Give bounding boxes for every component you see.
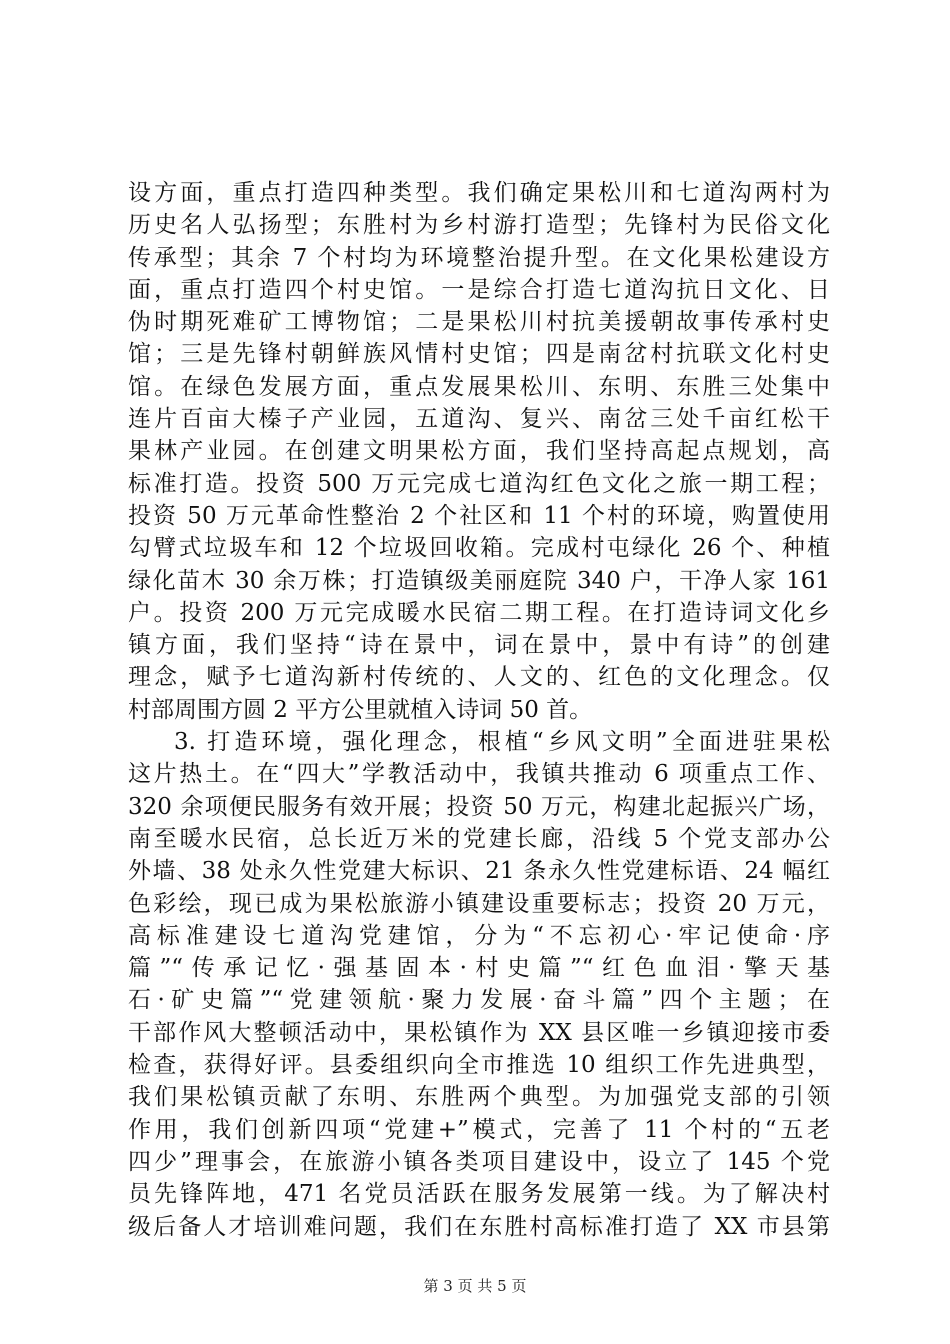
document-body [128,177,830,1243]
text-line: 投资 50 万元革命性整治 2 个社区和 11 个村的环境，购置使用 [128,502,830,529]
text-line: 设方面，重点打造四种类型。我们确定果松川和七道沟两村为 [128,180,830,206]
text-line: 高标准建设七道沟党建馆，分为“不忘初心·牢记使命·序 [128,922,830,949]
text-line: 传承型；其余 7 个村均为环境整治提升型。在文化果松建设方 [128,244,830,271]
text-line: 理念，赋予七道沟新村传统的、人文的、红色的文化理念。仅 [128,664,830,691]
text-line: 标准打造。投资 500 万元完成七道沟红色文化之旅一期工程； [128,470,830,497]
text-line: 伪时期死难矿工博物馆；二是果松川村抗美援朝故事传承村史 [128,309,830,336]
text-line: 面，重点打造四个村史馆。一是综合打造七道沟抗日文化、日 [128,276,830,303]
text-line: 户。投资 200 万元完成暖水民宿二期工程。在打造诗词文化乡 [128,599,830,626]
text-line: 绿化苗木 30 余万株；打造镇级美丽庭院 340 户，干净人家 161 [128,567,830,594]
text-line: 员先锋阵地，471 名党员活跃在服务发展第一线。为了解决村 [128,1181,830,1208]
text-line: 320 余项便民服务有效开展；投资 50 万元，构建北起振兴广场， [128,793,830,820]
text-line: 连片百亩大榛子产业园，五道沟、复兴、南岔三处千亩红松干 [128,406,830,433]
text-line: 作用，我们创新四项“党建+”模式，完善了 11 个村的“五老 [128,1116,830,1143]
text-line: 勾臂式垃圾车和 12 个垃圾回收箱。完成村屯绿化 26 个、种植 [128,535,830,562]
text-line: 我们果松镇贡献了东明、东胜两个典型。为加强党支部的引领 [128,1084,830,1111]
text-line: 镇方面，我们坚持“诗在景中，词在景中，景中有诗”的创建 [128,632,830,659]
text-line: 馆。在绿色发展方面，重点发展果松川、东明、东胜三处集中 [128,373,830,400]
text-line: 四少”理事会，在旅游小镇各类项目建设中，设立了 145 个党 [128,1148,830,1175]
text-line: 检查，获得好评。县委组织向全市推选 10 组织工作先进典型， [128,1052,830,1079]
text-line: 果林产业园。在创建文明果松方面，我们坚持高起点规划，高 [128,438,830,465]
paragraph-start-line: 3. 打造环境，强化理念，根植“乡风文明”全面进驻果松 [174,729,830,756]
text-line: 级后备人才培训难问题，我们在东胜村高标准打造了 XX 市县第 [128,1213,830,1240]
text-line: 色彩绘，现已成为果松旅游小镇建设重要标志；投资 20 万元， [128,890,830,917]
text-line: 这片热土。在“四大”学教活动中，我镇共推动 6 项重点工作、 [128,761,830,788]
text-line: 南至暖水民宿，总长近万米的党建长廊，沿线 5 个党支部办公 [128,825,830,852]
text-line: 馆；三是先锋村朝鲜族风情村史馆；四是南岔村抗联文化村史 [128,341,830,368]
text-line: 历史名人弘扬型；东胜村为乡村游打造型；先锋村为民俗文化 [128,212,830,239]
text-line: 干部作风大整顿活动中，果松镇作为 XX 县区唯一乡镇迎接市委 [128,1019,830,1046]
page-number-footer: 第 3 页 共 5 页 [423,1277,527,1295]
text-line: 外墙、38 处永久性党建大标识、21 条永久性党建标语、24 幅红 [128,858,830,885]
paragraph-end-line: 村部周围方圆 2 平方公里就植入诗词 50 首。 [128,696,593,723]
text-line: 石·矿史篇”“党建领航·聚力发展·奋斗篇”四个主题；在 [128,987,830,1014]
text-line: 篇”“传承记忆·强基固本·村史篇”“红色血泪·擎天基 [128,955,830,982]
